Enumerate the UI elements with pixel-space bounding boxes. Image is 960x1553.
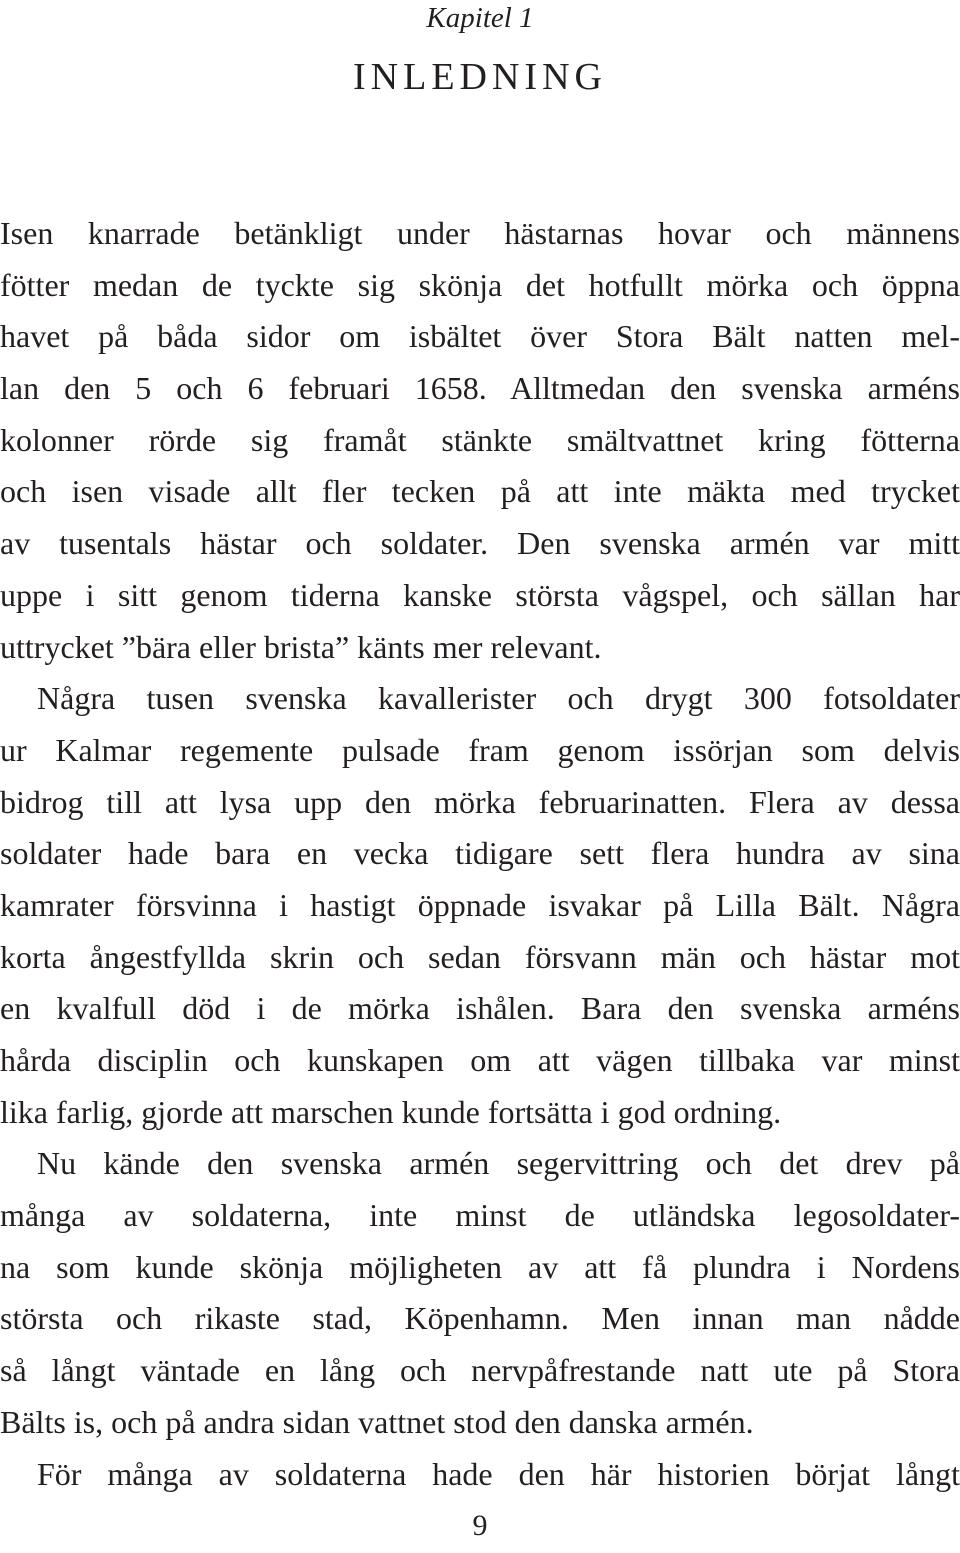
text-line: hårda disciplin och kunskapen om att vägen tillbaka var minst bbox=[0, 1042, 960, 1078]
text-line: kamrater försvinna i hastigt öppnade isvakar på Lilla Bält. Några bbox=[0, 886, 960, 923]
chapter-title: INLEDNING bbox=[353, 56, 607, 98]
text-line: uttrycket ”bära eller brista” känts mer relevant. bbox=[0, 628, 602, 665]
page-number: 9 bbox=[472, 1509, 488, 1542]
text-line: havet på båda sidor om isbältet över Stora Bält natten mel- bbox=[0, 318, 960, 355]
text-line: en kvalfull död i de mörka ishålen. Bara den svenska arméns bbox=[0, 990, 960, 1027]
body-text bbox=[0, 208, 960, 1500]
text-line: Bälts is, och på andra sidan vattnet stod den danska armén. bbox=[0, 1403, 754, 1440]
paragraph bbox=[0, 673, 960, 1138]
text-line: soldater hade bara en vecka tidigare sett flera hundra av sina bbox=[0, 835, 960, 872]
paragraph bbox=[0, 1449, 960, 1501]
text-line: na som kunde skönja möjligheten av att få plundra i Nordens bbox=[0, 1248, 960, 1285]
text-line: av tusentals hästar och soldater. Den svenska armén var mitt bbox=[0, 525, 960, 562]
text-line: Några tusen svenska kavallerister och drygt 300 fotsoldater bbox=[37, 680, 960, 717]
paragraph bbox=[0, 208, 960, 673]
text-line: lika farlig, gjorde att marschen kunde fortsätta i god ordning. bbox=[0, 1093, 782, 1130]
text-line: många av soldaterna, inte minst de utländska legosoldater- bbox=[0, 1197, 960, 1234]
text-line: ur Kalmar regemente pulsade fram genom issörjan som delvis bbox=[0, 731, 960, 768]
text-line: korta ångestfyllda skrin och sedan försvann män och hästar mot bbox=[0, 938, 960, 975]
text-line: och isen visade allt fler tecken på att inte mäkta med trycket bbox=[0, 473, 960, 510]
paragraph bbox=[0, 1138, 960, 1448]
text-line: För många av soldaterna hade den här historien börjat långt bbox=[37, 1455, 960, 1492]
text-line: Isen knarrade betänkligt under hästarnas hovar och männens bbox=[0, 215, 960, 251]
text-line: Nu kände den svenska armén segervittring och det drev på bbox=[37, 1145, 960, 1182]
text-line: fötter medan de tyckte sig skönja det hotfullt mörka och öppna bbox=[0, 266, 960, 303]
chapter-kicker: Kapitel 1 bbox=[426, 2, 534, 34]
text-line: lan den 5 och 6 februari 1658. Alltmedan den svenska arméns bbox=[0, 370, 960, 407]
text-line: största och rikaste stad, Köpenhamn. Men innan man nådde bbox=[0, 1300, 960, 1337]
text-line: kolonner rörde sig framåt stänkte smältvattnet kring fötterna bbox=[0, 421, 960, 458]
text-line: så långt väntade en lång och nervpåfrestande natt ute på Stora bbox=[0, 1352, 960, 1389]
text-line: bidrog till att lysa upp den mörka februarinatten. Flera av dessa bbox=[0, 783, 960, 820]
text-line: uppe i sitt genom tiderna kanske största vågspel, och sällan har bbox=[0, 576, 960, 613]
